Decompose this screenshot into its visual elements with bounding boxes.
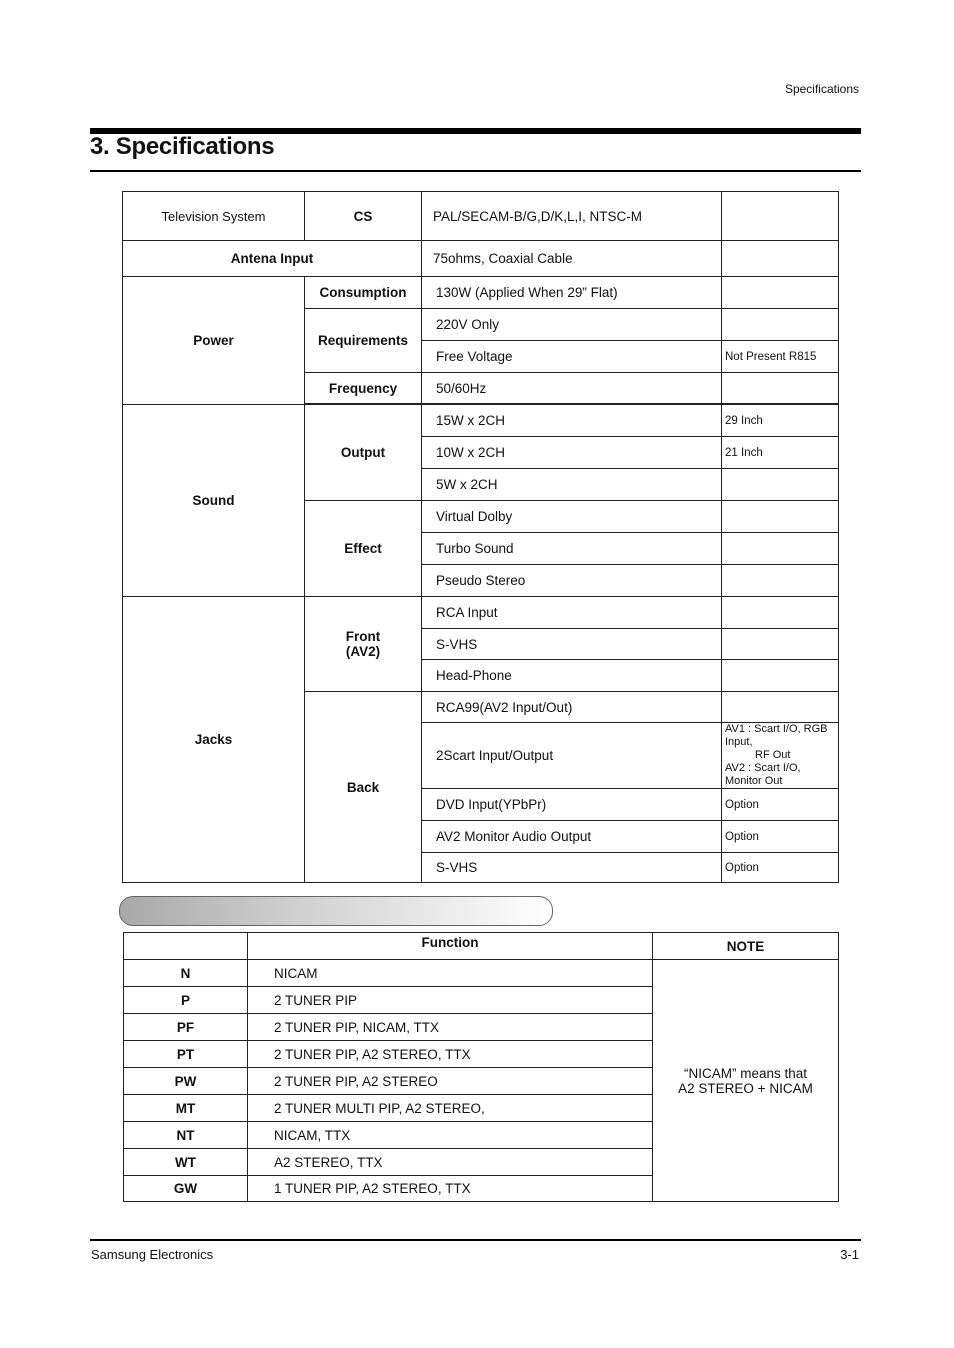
spec-label-jacks: Jacks: [123, 597, 305, 883]
spec-note: [722, 469, 839, 501]
section-banner: [119, 896, 553, 926]
model-function: NICAM: [248, 960, 653, 987]
spec-sublabel-output: Output: [305, 405, 422, 501]
model-code: PF: [124, 1014, 248, 1041]
spec-note: [722, 501, 839, 533]
spec-value: DVD Input(YPbPr): [422, 789, 722, 821]
model-code: PW: [124, 1068, 248, 1095]
model-code: WT: [124, 1149, 248, 1176]
spec-note: [722, 277, 839, 309]
table-row: [124, 933, 839, 960]
spec-sublabel-consumption: Consumption: [305, 277, 422, 309]
spec-sublabel-cs: CS: [305, 192, 422, 241]
header-code: [124, 933, 248, 960]
model-code: MT: [124, 1095, 248, 1122]
spec-note: [722, 660, 839, 692]
spec-note: [722, 533, 839, 565]
note-line: A2 STEREO + NICAM: [678, 1080, 813, 1096]
model-function: 2 TUNER PIP, A2 STEREO, TTX: [248, 1041, 653, 1068]
spec-value: Virtual Dolby: [422, 501, 722, 533]
spec-value: 2Scart Input/Output: [422, 723, 722, 789]
spec-note: [722, 629, 839, 660]
front-label-line1: Front: [345, 629, 381, 644]
model-function: 2 TUNER PIP: [248, 987, 653, 1014]
footer-rule: [90, 1239, 861, 1241]
spec-label-power: Power: [123, 277, 305, 405]
spec-value: Free Voltage: [422, 341, 722, 373]
spec-note: [722, 565, 839, 597]
page-title: 3. Specifications: [90, 133, 275, 160]
spec-value: 220V Only: [422, 309, 722, 341]
table-row: [123, 405, 839, 437]
spec-value: RCA Input: [422, 597, 722, 629]
spec-value: 50/60Hz: [422, 373, 722, 404]
model-code: N: [124, 960, 248, 987]
specifications-table: [122, 191, 839, 883]
header-note: NOTE: [653, 933, 839, 960]
spec-note: [722, 241, 839, 277]
spec-note-multi: [722, 723, 839, 789]
spec-value: 15W x 2CH: [422, 405, 722, 437]
model-code: PT: [124, 1041, 248, 1068]
spec-sublabel-front: [305, 597, 422, 692]
spec-note: [722, 373, 839, 404]
model-function: NICAM, TTX: [248, 1122, 653, 1149]
spec-note: Option: [722, 789, 839, 821]
spec-note: Not Present R815: [722, 341, 839, 373]
page-number: 3-1: [840, 1247, 859, 1262]
running-header: Specifications: [784, 82, 859, 96]
model-function: 2 TUNER MULTI PIP, A2 STEREO,: [248, 1095, 653, 1122]
spec-label-antena-input: Antena Input: [123, 241, 422, 277]
model-function: 1 TUNER PIP, A2 STEREO, TTX: [248, 1176, 653, 1202]
spec-note: [722, 309, 839, 341]
note-line: RF Out: [755, 749, 791, 761]
spec-note: [722, 192, 839, 241]
spec-value: RCA99(AV2 Input/Out): [422, 692, 722, 723]
model-function: A2 STEREO, TTX: [248, 1149, 653, 1176]
front-label-line2: (AV2): [345, 644, 381, 659]
spec-value: S-VHS: [422, 629, 722, 660]
spec-note: Option: [722, 821, 839, 853]
spec-note: 21 Inch: [722, 437, 839, 469]
spec-sublabel-back: Back: [305, 692, 422, 883]
spec-label-television-system: Television System: [123, 192, 305, 241]
spec-note: 29 Inch: [722, 405, 839, 437]
spec-sublabel-requirements: Requirements: [305, 309, 422, 373]
spec-note: Option: [722, 853, 839, 883]
table-row: [124, 960, 839, 987]
note-line: AV1 : Scart I/O, RGB Input,: [725, 723, 828, 748]
note-line: AV2 : Scart I/O, Monitor Out: [725, 762, 801, 787]
spec-value: Head-Phone: [422, 660, 722, 692]
spec-sublabel-frequency: Frequency: [305, 373, 422, 404]
spec-label-sound: Sound: [123, 405, 305, 597]
spec-value: Pseudo Stereo: [422, 565, 722, 597]
spec-value: 5W x 2CH: [422, 469, 722, 501]
table-row: [123, 597, 839, 629]
spec-note: [722, 692, 839, 723]
model-note: [653, 960, 839, 1202]
spec-note: [722, 597, 839, 629]
spec-value: S-VHS: [422, 853, 722, 883]
model-code: P: [124, 987, 248, 1014]
spec-value: 130W (Applied When 29” Flat): [422, 277, 722, 309]
table-row: [123, 277, 839, 309]
spec-value: PAL/SECAM-B/G,D/K,L,I, NTSC-M: [422, 192, 722, 241]
footer-publisher: Samsung Electronics: [91, 1247, 214, 1262]
note-line: “NICAM” means that: [683, 1065, 808, 1081]
model-function-table: [123, 932, 839, 1202]
spec-sublabel-effect: Effect: [305, 501, 422, 597]
spec-value: 75ohms, Coaxial Cable: [422, 241, 722, 277]
title-rule-bottom: [90, 170, 861, 172]
spec-value: AV2 Monitor Audio Output: [422, 821, 722, 853]
spec-value: Turbo Sound: [422, 533, 722, 565]
model-function: 2 TUNER PIP, NICAM, TTX: [248, 1014, 653, 1041]
table-row: [123, 192, 839, 241]
model-function: 2 TUNER PIP, A2 STEREO: [248, 1068, 653, 1095]
model-code: NT: [124, 1122, 248, 1149]
model-code: GW: [124, 1176, 248, 1202]
spec-value: 10W x 2CH: [422, 437, 722, 469]
table-row: [123, 241, 839, 277]
header-function: Function: [248, 933, 653, 960]
